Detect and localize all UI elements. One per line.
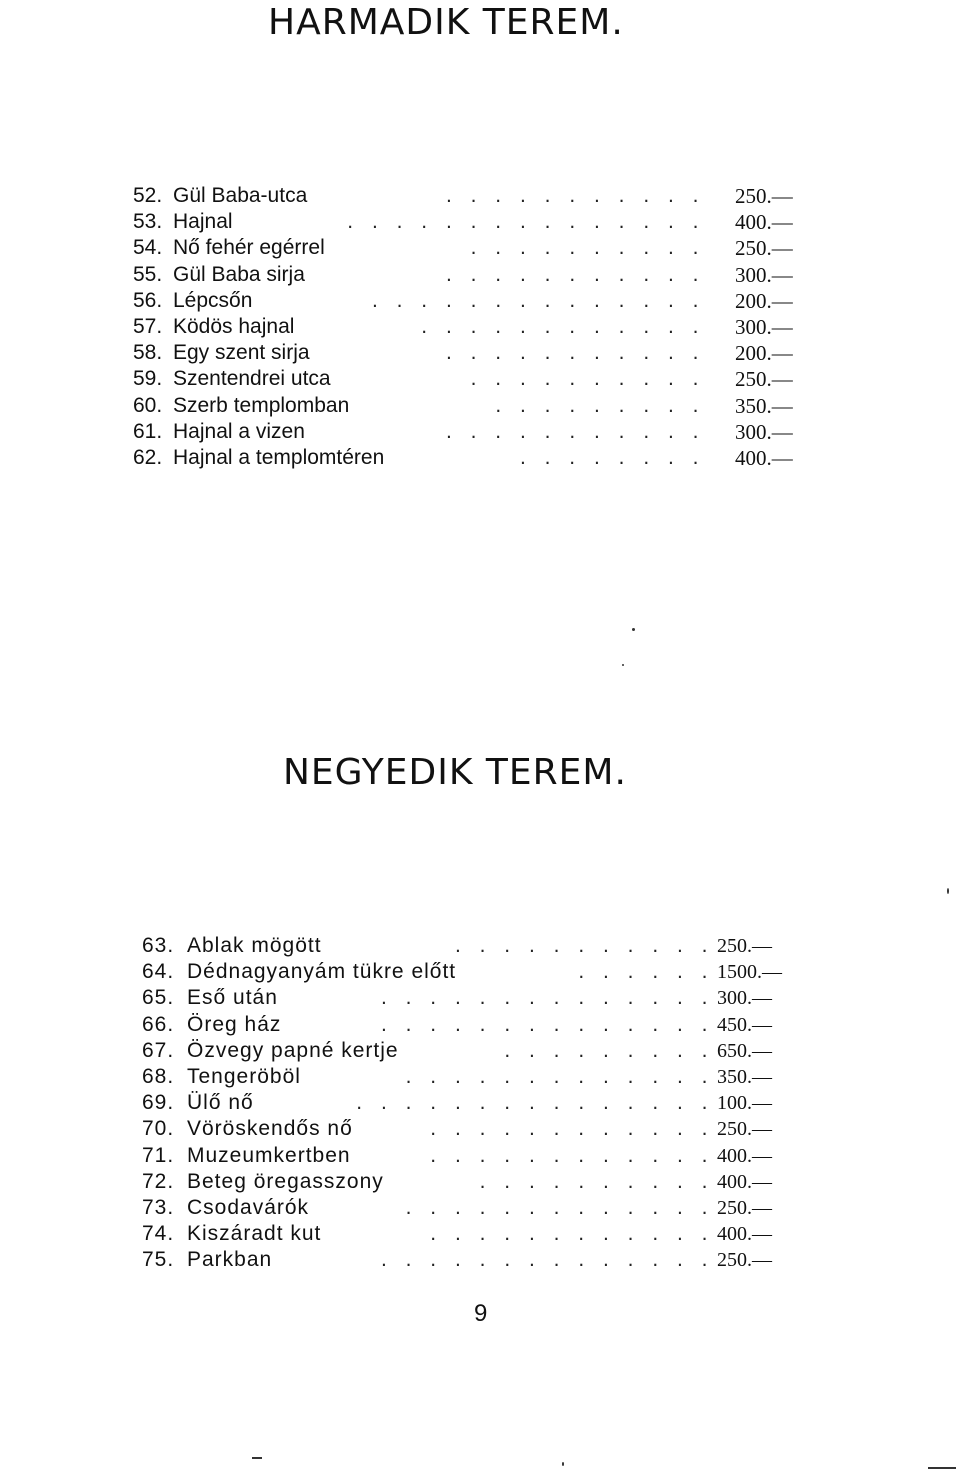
item-number: 64. (142, 960, 175, 984)
item-number: 56. (133, 288, 163, 312)
catalogue-list-harmadik (133, 183, 813, 471)
item-title: Gül Baba-utca (173, 184, 308, 207)
leader-dots: . . . . . . (578, 960, 714, 984)
catalogue-item (142, 933, 822, 959)
leader-dots: . . . . . . . . . . . . . . . (347, 210, 705, 234)
item-number: 68. (142, 1064, 175, 1088)
item-price: 250.— (735, 236, 793, 261)
item-price: 400.— (717, 1170, 772, 1193)
item-title: Ülő nő (187, 1091, 254, 1115)
item-title: Ködös hajnal (173, 314, 295, 338)
item-title: Ablak mögött (187, 934, 322, 957)
item-price: 250.— (717, 935, 772, 957)
catalogue-item (133, 393, 813, 419)
item-title: Egy szent sirja (173, 341, 310, 365)
item-number: 65. (142, 986, 175, 1010)
leader-dots: . . . . . . . . . . . . (430, 1222, 714, 1246)
item-number: 54. (133, 236, 163, 260)
item-number: 67. (142, 1038, 175, 1062)
catalogue-item (133, 262, 813, 288)
leader-dots: . . . . . . . . . . . . (430, 1143, 714, 1167)
catalogue-item (142, 1143, 822, 1169)
leader-dots: . . . . . . . . . (504, 1038, 714, 1062)
leader-dots: . . . . . . . . . . (470, 236, 705, 260)
catalogue-item (142, 1169, 822, 1195)
catalogue-item (133, 366, 813, 392)
item-number: 75. (142, 1248, 175, 1272)
item-number: 63. (142, 934, 175, 957)
item-number: 59. (133, 367, 163, 391)
leader-dots: . . . . . . . . . . . . . (405, 1195, 714, 1219)
item-title: Nő fehér egérrel (173, 236, 325, 260)
item-title: Tengeröböl (187, 1064, 301, 1088)
item-number: 66. (142, 1012, 175, 1036)
item-price: 1500.— (717, 961, 782, 984)
item-number: 70. (142, 1117, 175, 1141)
item-number: 73. (142, 1195, 175, 1219)
leader-dots: . . . . . . . . . . (470, 367, 705, 391)
catalogue-item (142, 1195, 822, 1221)
item-number: 57. (133, 314, 163, 338)
item-title: Csodavárók (187, 1195, 310, 1219)
leader-dots: . . . . . . . . . (495, 393, 705, 417)
leader-dots: . . . . . . . . . . (479, 1169, 714, 1193)
item-price: 650.— (717, 1039, 772, 1062)
item-title: Özvegy papné kertje (187, 1038, 399, 1062)
item-title: Vöröskendős nő (187, 1117, 353, 1141)
item-price: 250.— (717, 1249, 772, 1272)
item-title: Muzeumkertben (187, 1143, 351, 1167)
item-number: 62. (133, 445, 163, 469)
leader-dots: . . . . . . . . . . . (445, 262, 705, 286)
item-title: Dédnagyanyám tükre előtt (187, 960, 457, 984)
catalogue-item (133, 209, 813, 235)
item-number: 55. (133, 262, 163, 286)
item-price: 400.— (717, 1144, 772, 1167)
scan-speck (928, 1467, 956, 1469)
catalogue-item (142, 1012, 822, 1038)
item-title: Eső után (187, 986, 278, 1010)
leader-dots: . . . . . . . . . . . . . . . (356, 1091, 714, 1115)
catalogue-item (133, 183, 813, 209)
catalogue-list-negyedik (142, 933, 822, 1273)
section-heading-negyedik-terem: NEGYEDIK TEREM. (283, 752, 627, 793)
item-title: Hajnal (173, 210, 233, 234)
leader-dots: . . . . . . . . . . . . . . (371, 288, 705, 312)
item-price: 300.— (735, 262, 793, 287)
leader-dots: . . . . . . . . . . . . . . (380, 1248, 714, 1272)
catalogue-item (133, 419, 813, 445)
scan-speck (562, 1462, 564, 1466)
item-price: 250.— (717, 1118, 772, 1141)
item-price: 300.— (717, 987, 772, 1010)
leader-dots: . . . . . . . . . . . . (430, 1117, 714, 1141)
scan-speck (947, 888, 949, 894)
item-number: 52. (133, 184, 163, 207)
item-price: 300.— (735, 314, 793, 339)
scan-speck (632, 628, 635, 631)
item-title: Beteg öregasszony (187, 1169, 384, 1193)
item-price: 250.— (735, 184, 793, 208)
item-price: 400.— (717, 1223, 772, 1246)
catalogue-item (133, 445, 813, 471)
item-number: 58. (133, 341, 163, 365)
item-title: Szentendrei utca (173, 367, 331, 391)
page-number: 9 (474, 1300, 488, 1327)
leader-dots: . . . . . . . . (519, 445, 705, 469)
item-title: Öreg ház (187, 1012, 282, 1036)
item-title: Hajnal a templomtéren (173, 445, 385, 469)
catalogue-item (142, 1064, 822, 1090)
item-title: Lépcsőn (173, 288, 253, 312)
item-title: Szerb templomban (173, 393, 350, 417)
catalogue-item (142, 1116, 822, 1142)
item-number: 71. (142, 1143, 175, 1167)
leader-dots: . . . . . . . . . . . (445, 341, 705, 365)
catalogue-item (142, 1038, 822, 1064)
item-number: 74. (142, 1222, 175, 1246)
item-number: 72. (142, 1169, 175, 1193)
item-price: 400.— (735, 210, 793, 235)
scan-speck (252, 1457, 262, 1459)
leader-dots: . . . . . . . . . . . (445, 419, 705, 443)
item-number: 53. (133, 210, 163, 234)
item-price: 250.— (735, 367, 793, 392)
item-number: 61. (133, 419, 163, 443)
leader-dots: . . . . . . . . . . . . (421, 314, 705, 338)
leader-dots: . . . . . . . . . . . (454, 934, 714, 957)
leader-dots: . . . . . . . . . . . . . . (380, 986, 714, 1010)
item-number: 60. (133, 393, 163, 417)
item-price: 200.— (735, 288, 793, 313)
leader-dots: . . . . . . . . . . . . . (405, 1064, 714, 1088)
catalogue-item (142, 985, 822, 1011)
catalogue-item (142, 1247, 822, 1273)
item-price: 350.— (735, 393, 793, 418)
item-title: Hajnal a vizen (173, 419, 305, 443)
scan-speck (622, 664, 624, 666)
item-price: 350.— (717, 1065, 772, 1088)
catalogue-item (133, 340, 813, 366)
item-price: 400.— (735, 445, 793, 470)
catalogue-item (142, 1090, 822, 1116)
item-price: 300.— (735, 419, 793, 444)
item-title: Gül Baba sirja (173, 262, 305, 286)
item-price: 200.— (735, 341, 793, 366)
catalogue-item (133, 235, 813, 261)
catalogue-item (133, 288, 813, 314)
catalogue-item (133, 314, 813, 340)
item-price: 250.— (717, 1196, 772, 1219)
item-price: 450.— (717, 1013, 772, 1036)
item-number: 69. (142, 1091, 175, 1115)
leader-dots: . . . . . . . . . . . (445, 184, 705, 207)
catalogue-item (142, 1221, 822, 1247)
leader-dots: . . . . . . . . . . . . . . (380, 1012, 714, 1036)
item-title: Parkban (187, 1248, 273, 1272)
section-heading-harmadik-terem: HARMADIK TEREM. (268, 2, 624, 43)
item-price: 100.— (717, 1092, 772, 1115)
item-title: Kiszáradt kut (187, 1222, 322, 1246)
catalogue-item (142, 959, 822, 985)
